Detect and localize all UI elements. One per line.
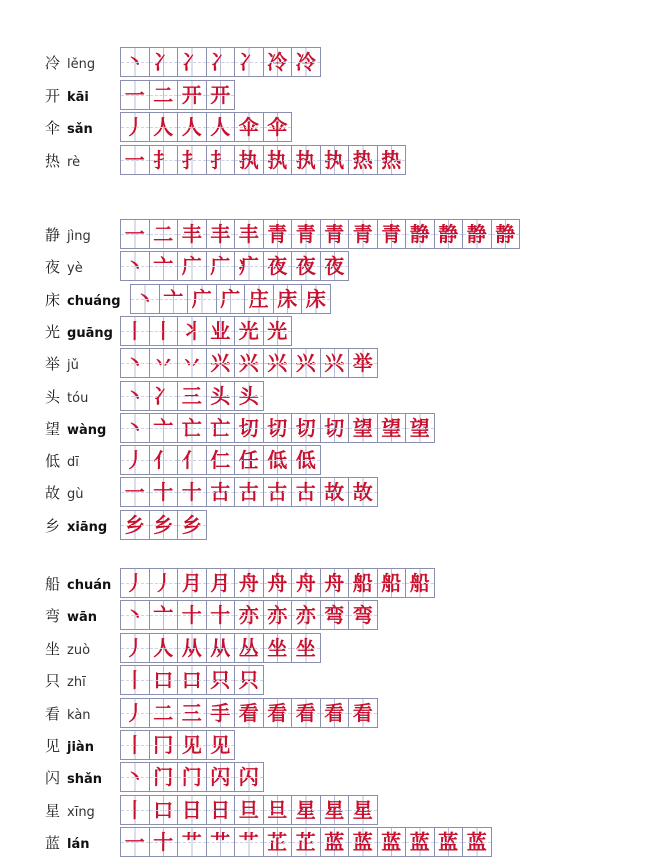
stroke-order-grid <box>120 633 321 663</box>
stroke-step-cell: 一 <box>121 146 150 174</box>
stroke-step-cell: 古 <box>235 478 264 506</box>
pinyin: gù <box>67 487 84 503</box>
hanzi: 坐 <box>45 639 61 658</box>
pinyin: zhī <box>67 675 86 691</box>
stroke-step-cell: 月 <box>207 569 236 597</box>
stroke-step-cell: 蓝 <box>435 828 464 856</box>
stroke-step-cell: 旦 <box>264 796 293 824</box>
stroke-step-cell: 开 <box>207 81 236 109</box>
stroke-step-cell: 蓝 <box>349 828 378 856</box>
stroke-step-cell: 执 <box>321 146 350 174</box>
pinyin: yè <box>67 261 83 277</box>
stroke-step-cell: 门 <box>178 763 207 791</box>
stroke-step-cell: 月 <box>178 569 207 597</box>
stroke-step-cell: 人 <box>150 634 179 662</box>
stroke-step-cell: 坐 <box>292 634 321 662</box>
stroke-step-cell: 冫 <box>150 382 179 410</box>
stroke-step-cell: 亦 <box>292 601 321 629</box>
pinyin: sǎn <box>67 122 93 137</box>
hanzi: 船 <box>45 575 61 593</box>
pinyin: rè <box>67 154 81 170</box>
stroke-step-cell: 冫 <box>150 48 179 76</box>
stroke-step-cell: 冫 <box>235 48 264 76</box>
stroke-step-cell: 业 <box>207 317 236 345</box>
stroke-step-cell: 丨 <box>121 796 150 824</box>
stroke-step-cell: 芷 <box>264 828 293 856</box>
stroke-step-cell: 闪 <box>207 763 236 791</box>
stroke-step-cell: 舟 <box>264 569 293 597</box>
stroke-order-grid <box>120 219 520 249</box>
stroke-step-cell: 丿 <box>121 699 150 727</box>
stroke-step-cell: 三 <box>178 382 207 410</box>
stroke-step-cell: 乡 <box>178 511 207 539</box>
stroke-step-cell: 星 <box>321 796 350 824</box>
stroke-step-cell: 丨 <box>121 731 150 759</box>
stroke-step-cell: 床 <box>302 285 331 313</box>
character-label <box>45 86 89 106</box>
stroke-step-cell: 二 <box>150 220 179 248</box>
stroke-step-cell: 蓝 <box>463 828 492 856</box>
stroke-step-cell: 故 <box>349 478 378 506</box>
stroke-step-cell: 口 <box>150 666 179 694</box>
stroke-step-cell: 星 <box>292 796 321 824</box>
stroke-step-cell: 亡 <box>178 414 207 442</box>
stroke-step-cell: 丶 <box>121 252 150 280</box>
stroke-step-cell: 举 <box>349 349 378 377</box>
stroke-order-grid <box>120 316 292 346</box>
stroke-step-cell: 三 <box>178 699 207 727</box>
stroke-step-cell: 静 <box>435 220 464 248</box>
stroke-step-cell: 丶 <box>121 48 150 76</box>
stroke-step-cell: 执 <box>235 146 264 174</box>
stroke-step-cell: 切 <box>264 414 293 442</box>
stroke-step-cell: 亦 <box>264 601 293 629</box>
character-row <box>0 445 645 475</box>
stroke-step-cell: 丶 <box>131 285 160 313</box>
hanzi: 静 <box>45 226 61 244</box>
stroke-step-cell: 兴 <box>264 349 293 377</box>
stroke-order-grid <box>120 445 321 475</box>
stroke-step-cell: 亻 <box>178 446 207 474</box>
character-label <box>45 516 107 536</box>
stroke-step-cell: 亠 <box>150 252 179 280</box>
character-row <box>0 316 645 346</box>
stroke-step-cell: 看 <box>292 699 321 727</box>
stroke-step-cell: 坐 <box>264 634 293 662</box>
stroke-step-cell: 望 <box>406 414 435 442</box>
hanzi: 床 <box>45 290 61 309</box>
stroke-step-cell: 广 <box>188 285 217 313</box>
character-row <box>0 698 645 728</box>
stroke-step-cell: 光 <box>264 317 293 345</box>
stroke-step-cell: 看 <box>235 699 264 727</box>
stroke-step-cell: 艹 <box>178 828 207 856</box>
character-row <box>0 510 645 540</box>
stroke-step-cell: 丶 <box>121 763 150 791</box>
pinyin: xiāng <box>67 519 108 535</box>
stroke-step-cell: 亠 <box>150 414 179 442</box>
hanzi: 望 <box>45 419 61 438</box>
character-label <box>45 801 95 821</box>
stroke-step-cell: 扌 <box>150 146 179 174</box>
stroke-step-cell: 丬 <box>178 317 207 345</box>
pinyin: chuáng <box>67 293 121 309</box>
character-row <box>0 145 645 175</box>
stroke-step-cell: 青 <box>378 220 407 248</box>
stroke-step-cell: 冫 <box>207 48 236 76</box>
stroke-step-cell: 旦 <box>235 796 264 824</box>
stroke-step-cell: 执 <box>292 146 321 174</box>
stroke-step-cell: 舟 <box>321 569 350 597</box>
stroke-step-cell: 亠 <box>160 285 189 313</box>
stroke-step-cell: 从 <box>207 634 236 662</box>
stroke-step-cell: 船 <box>349 569 378 597</box>
character-row <box>0 762 645 792</box>
stroke-step-cell: 冷 <box>292 48 321 76</box>
stroke-step-cell: 丿 <box>121 569 150 597</box>
stroke-step-cell: 切 <box>321 414 350 442</box>
stroke-order-grid <box>120 665 264 695</box>
character-label <box>45 290 121 310</box>
hanzi: 夜 <box>45 258 61 277</box>
stroke-step-cell: 丿 <box>150 569 179 597</box>
character-row <box>0 633 645 663</box>
character-row <box>0 284 645 314</box>
stroke-step-cell: 看 <box>321 699 350 727</box>
character-row <box>0 251 645 281</box>
stroke-order-grid <box>120 112 292 142</box>
character-label <box>45 354 79 374</box>
stroke-step-cell: 门 <box>150 763 179 791</box>
stroke-order-grid <box>120 730 235 760</box>
stroke-order-grid <box>120 698 378 728</box>
character-row <box>0 381 645 411</box>
hanzi: 闪 <box>45 769 61 788</box>
stroke-step-cell: 仁 <box>207 446 236 474</box>
stroke-step-cell: 丷 <box>150 349 179 377</box>
stroke-order-grid <box>120 600 378 630</box>
stroke-step-cell: 一 <box>121 478 150 506</box>
stroke-step-cell: 丰 <box>235 220 264 248</box>
stroke-step-cell: 兴 <box>235 349 264 377</box>
stroke-step-cell: 青 <box>349 220 378 248</box>
character-row <box>0 795 645 825</box>
stroke-step-cell: 乡 <box>150 511 179 539</box>
stroke-step-cell: 切 <box>292 414 321 442</box>
hanzi: 冷 <box>45 54 61 72</box>
stroke-step-cell: 芷 <box>292 828 321 856</box>
hanzi: 伞 <box>45 119 61 137</box>
character-label <box>45 225 91 245</box>
stroke-step-cell: 闪 <box>235 763 264 791</box>
stroke-step-cell: 亻 <box>150 446 179 474</box>
stroke-step-cell: 丿 <box>121 446 150 474</box>
stroke-step-cell: 艹 <box>235 828 264 856</box>
stroke-step-cell: 见 <box>178 731 207 759</box>
pinyin: shǎn <box>67 772 103 788</box>
stroke-step-cell: 静 <box>463 220 492 248</box>
stroke-step-cell: 兴 <box>321 349 350 377</box>
stroke-step-cell: 舟 <box>292 569 321 597</box>
hanzi: 头 <box>45 387 61 406</box>
stroke-step-cell: 丿 <box>121 113 150 141</box>
stroke-order-grid <box>120 568 435 598</box>
character-row <box>0 477 645 507</box>
stroke-step-cell: 疒 <box>235 252 264 280</box>
pinyin: tóu <box>67 390 89 406</box>
character-row <box>0 219 645 249</box>
character-label <box>45 118 93 138</box>
stroke-step-cell: 夜 <box>292 252 321 280</box>
character-label <box>45 151 80 171</box>
stroke-step-cell: 弯 <box>349 601 378 629</box>
stroke-step-cell: 丛 <box>235 634 264 662</box>
stroke-step-cell: 古 <box>292 478 321 506</box>
character-label <box>45 768 102 788</box>
stroke-step-cell: 开 <box>178 81 207 109</box>
character-label <box>45 257 83 277</box>
pinyin: kāi <box>67 89 89 105</box>
stroke-step-cell: 二 <box>150 699 179 727</box>
hanzi: 开 <box>45 86 61 105</box>
stroke-step-cell: 日 <box>178 796 207 824</box>
pinyin: jìng <box>67 229 91 244</box>
character-row <box>0 600 645 630</box>
hanzi: 只 <box>45 672 61 691</box>
stroke-step-cell: 只 <box>207 666 236 694</box>
stroke-step-cell: 船 <box>378 569 407 597</box>
stroke-step-cell: 丶 <box>121 349 150 377</box>
stroke-step-cell: 人 <box>178 113 207 141</box>
character-row <box>0 665 645 695</box>
stroke-step-cell: 丰 <box>207 220 236 248</box>
stroke-step-cell: 亡 <box>207 414 236 442</box>
stroke-step-cell: 切 <box>235 414 264 442</box>
character-label <box>45 387 88 407</box>
stroke-step-cell: 兴 <box>207 349 236 377</box>
stroke-order-grid <box>120 80 235 110</box>
stroke-step-cell: 热 <box>349 146 378 174</box>
stroke-step-cell: 蓝 <box>321 828 350 856</box>
stroke-step-cell: 庄 <box>245 285 274 313</box>
stroke-step-cell: 见 <box>207 731 236 759</box>
hanzi: 看 <box>45 704 61 723</box>
stroke-step-cell: 丶 <box>121 382 150 410</box>
pinyin: jiàn <box>67 740 94 755</box>
stroke-step-cell: 广 <box>178 252 207 280</box>
stroke-step-cell: 一 <box>121 220 150 248</box>
character-row <box>0 568 645 598</box>
stroke-step-cell: 丶 <box>121 601 150 629</box>
pinyin: dī <box>67 455 79 471</box>
stroke-step-cell: 青 <box>292 220 321 248</box>
stroke-step-cell: 只 <box>235 666 264 694</box>
stroke-step-cell: 丿 <box>121 634 150 662</box>
stroke-step-cell: 伞 <box>264 113 293 141</box>
stroke-step-cell: 舟 <box>235 569 264 597</box>
pinyin: lán <box>67 837 90 853</box>
stroke-step-cell: 头 <box>207 382 236 410</box>
stroke-step-cell: 蓝 <box>378 828 407 856</box>
character-label <box>45 704 91 724</box>
stroke-step-cell: 望 <box>349 414 378 442</box>
character-label <box>45 671 86 691</box>
character-label <box>45 736 94 756</box>
stroke-step-cell: 十 <box>207 601 236 629</box>
stroke-order-grid <box>120 251 349 281</box>
stroke-order-grid <box>120 762 264 792</box>
stroke-step-cell: 看 <box>349 699 378 727</box>
pinyin: wān <box>67 610 98 626</box>
stroke-step-cell: 亦 <box>235 601 264 629</box>
stroke-step-cell: 头 <box>235 382 264 410</box>
stroke-step-cell: 古 <box>207 478 236 506</box>
stroke-step-cell: 口 <box>150 796 179 824</box>
hanzi: 举 <box>45 355 61 374</box>
stroke-step-cell: 十 <box>178 478 207 506</box>
stroke-step-cell: 十 <box>178 601 207 629</box>
character-label <box>45 574 111 594</box>
stroke-step-cell: 十 <box>150 478 179 506</box>
stroke-step-cell: 艹 <box>207 828 236 856</box>
stroke-step-cell: 夜 <box>264 252 293 280</box>
stroke-step-cell: 青 <box>321 220 350 248</box>
stroke-order-grid <box>120 145 406 175</box>
stroke-step-cell: 丨 <box>121 317 150 345</box>
hanzi: 热 <box>45 151 61 170</box>
stroke-step-cell: 丶 <box>121 414 150 442</box>
stroke-step-cell: 丨 <box>121 666 150 694</box>
stroke-step-cell: 青 <box>264 220 293 248</box>
character-row <box>0 80 645 110</box>
character-row <box>0 348 645 378</box>
hanzi: 星 <box>45 801 61 820</box>
stroke-step-cell: 扌 <box>178 146 207 174</box>
stroke-step-cell: 故 <box>321 478 350 506</box>
character-label <box>45 451 79 471</box>
stroke-step-cell: 古 <box>264 478 293 506</box>
stroke-step-cell: 丷 <box>178 349 207 377</box>
stroke-step-cell: 丰 <box>178 220 207 248</box>
stroke-step-cell: 人 <box>207 113 236 141</box>
hanzi: 见 <box>45 737 61 755</box>
stroke-step-cell: 日 <box>207 796 236 824</box>
pinyin: wàng <box>67 422 107 438</box>
character-label <box>45 833 90 853</box>
stroke-step-cell: 一 <box>121 81 150 109</box>
stroke-step-cell: 静 <box>406 220 435 248</box>
stroke-step-cell: 丨 <box>150 317 179 345</box>
stroke-step-cell: 十 <box>150 828 179 856</box>
stroke-step-cell: 冫 <box>178 48 207 76</box>
character-row <box>0 413 645 443</box>
character-label <box>45 483 84 503</box>
character-row <box>0 730 645 760</box>
stroke-step-cell: 扌 <box>207 146 236 174</box>
pinyin: kàn <box>67 707 91 723</box>
pinyin: lěng <box>67 57 96 72</box>
pinyin: jǔ <box>67 358 79 374</box>
stroke-step-cell: 看 <box>264 699 293 727</box>
stroke-step-cell: 静 <box>492 220 521 248</box>
character-label <box>45 639 90 659</box>
pinyin: guāng <box>67 325 113 341</box>
stroke-order-grid <box>120 348 378 378</box>
stroke-order-grid <box>120 413 435 443</box>
stroke-step-cell: 亠 <box>150 601 179 629</box>
stroke-step-cell: 任 <box>235 446 264 474</box>
stroke-step-cell: 冷 <box>264 48 293 76</box>
hanzi: 低 <box>45 452 61 471</box>
stroke-step-cell: 床 <box>274 285 303 313</box>
stroke-order-grid <box>120 477 378 507</box>
hanzi: 弯 <box>45 607 61 626</box>
stroke-step-cell: 光 <box>235 317 264 345</box>
stroke-order-grid <box>120 47 321 77</box>
stroke-order-grid <box>120 381 264 411</box>
stroke-step-cell: 二 <box>150 81 179 109</box>
character-label <box>45 606 97 626</box>
character-label <box>45 53 95 73</box>
stroke-step-cell: 一 <box>121 828 150 856</box>
stroke-step-cell: 船 <box>406 569 435 597</box>
pinyin: zuò <box>67 642 91 658</box>
stroke-step-cell: 望 <box>378 414 407 442</box>
stroke-step-cell: 人 <box>150 113 179 141</box>
stroke-step-cell: 执 <box>264 146 293 174</box>
hanzi: 蓝 <box>45 834 61 853</box>
stroke-step-cell: 冂 <box>150 731 179 759</box>
character-row <box>0 112 645 142</box>
stroke-step-cell: 低 <box>264 446 293 474</box>
pinyin: chuán <box>67 578 112 593</box>
character-label <box>45 419 106 439</box>
stroke-step-cell: 手 <box>207 699 236 727</box>
stroke-step-cell: 从 <box>178 634 207 662</box>
hanzi: 故 <box>45 484 61 503</box>
stroke-step-cell: 蓝 <box>406 828 435 856</box>
stroke-step-cell: 热 <box>378 146 407 174</box>
pinyin: xīng <box>67 804 95 820</box>
stroke-order-grid <box>130 284 331 314</box>
stroke-step-cell: 乡 <box>121 511 150 539</box>
stroke-step-cell: 夜 <box>321 252 350 280</box>
stroke-step-cell: 广 <box>207 252 236 280</box>
hanzi: 乡 <box>45 516 61 535</box>
stroke-order-grid <box>120 510 207 540</box>
character-row <box>0 47 645 77</box>
stroke-step-cell: 口 <box>178 666 207 694</box>
hanzi: 光 <box>45 322 61 341</box>
stroke-order-grid <box>120 795 378 825</box>
stroke-step-cell: 广 <box>217 285 246 313</box>
stroke-step-cell: 兴 <box>292 349 321 377</box>
stroke-step-cell: 低 <box>292 446 321 474</box>
stroke-step-cell: 弯 <box>321 601 350 629</box>
stroke-step-cell: 伞 <box>235 113 264 141</box>
character-label <box>45 322 113 342</box>
stroke-step-cell: 星 <box>349 796 378 824</box>
